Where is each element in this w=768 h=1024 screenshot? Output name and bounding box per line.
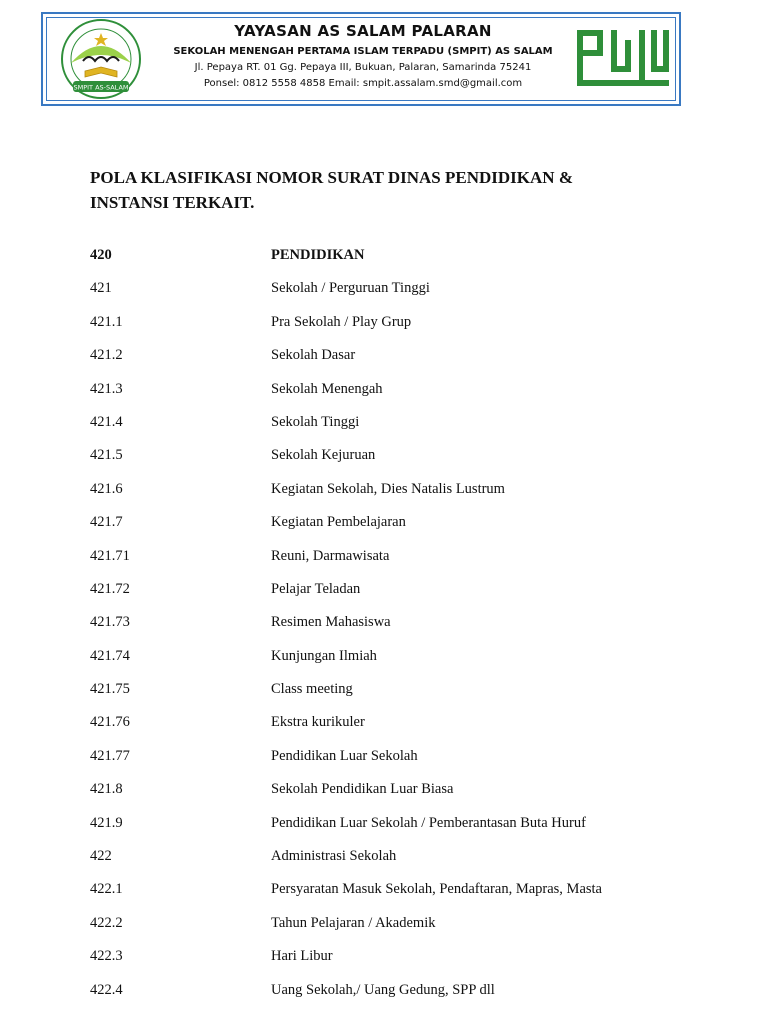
classification-row xyxy=(90,545,710,578)
classification-code: 421.3 xyxy=(90,380,123,397)
document-title-line-1: POLA KLASIFIKASI NOMOR SURAT DINAS PENDIDIKAN & xyxy=(90,168,573,187)
classification-description: Pendidikan Luar Sekolah xyxy=(271,747,418,764)
classification-code: 420 xyxy=(90,247,112,263)
seal-ribbon-text: SMPIT AS-SALAM xyxy=(73,83,129,92)
document-title xyxy=(90,165,650,215)
classification-description: Resimen Mahasiswa xyxy=(271,614,391,631)
classification-description: Reuni, Darmawisata xyxy=(271,547,390,564)
letterhead-text xyxy=(153,22,573,92)
classification-row xyxy=(90,344,710,377)
classification-code: 422.1 xyxy=(90,881,123,898)
classification-description: Pendidikan Luar Sekolah / Pemberantasan Buta Huruf xyxy=(271,814,586,831)
classification-description: PENDIDIKAN xyxy=(271,247,365,263)
classification-row xyxy=(90,645,710,678)
classification-description: Administrasi Sekolah xyxy=(271,848,397,865)
classification-description: Sekolah Kejuruan xyxy=(271,447,376,464)
classification-description: Kunjungan Ilmiah xyxy=(271,647,377,664)
classification-row xyxy=(90,812,710,845)
classification-row xyxy=(90,511,710,544)
classification-code: 421.9 xyxy=(90,814,123,831)
classification-code: 422.3 xyxy=(90,948,123,965)
classification-code: 421.77 xyxy=(90,747,130,764)
classification-description: Kegiatan Sekolah, Dies Natalis Lustrum xyxy=(271,480,505,497)
classification-description: Hari Libur xyxy=(271,948,333,965)
classification-description: Sekolah Menengah xyxy=(271,380,383,397)
classification-description: Sekolah Pendidikan Luar Biasa xyxy=(271,781,454,798)
foundation-name: YAYASAN AS SALAM PALARAN xyxy=(234,22,492,40)
classification-list xyxy=(90,244,710,1012)
letterhead xyxy=(41,12,681,106)
classification-row xyxy=(90,277,710,310)
classification-description: Sekolah / Perguruan Tinggi xyxy=(271,280,430,297)
classification-row xyxy=(90,878,710,911)
classification-description: Persyaratan Masuk Sekolah, Pendaftaran, Mapras, Masta xyxy=(271,881,602,898)
classification-code: 421.2 xyxy=(90,347,123,364)
classification-row xyxy=(90,778,710,811)
classification-description: Kegiatan Pembelajaran xyxy=(271,514,406,531)
classification-code: 421.75 xyxy=(90,681,130,698)
school-seal-icon xyxy=(49,17,153,101)
classification-row xyxy=(90,711,710,744)
classification-row xyxy=(90,979,710,1012)
classification-description: Class meeting xyxy=(271,681,353,698)
school-address: Jl. Pepaya RT. 01 Gg. Pepaya III, Bukuan, Palaran, Samarinda 75241 xyxy=(194,62,532,73)
classification-code: 421.1 xyxy=(90,313,123,330)
classification-row xyxy=(90,444,710,477)
classification-code: 421.6 xyxy=(90,480,123,497)
classification-description: Pra Sekolah / Play Grup xyxy=(271,313,412,330)
classification-code: 421.7 xyxy=(90,514,123,531)
classification-description: Uang Sekolah,/ Uang Gedung, SPP dll xyxy=(271,981,495,998)
document-title-line-2: INSTANSI TERKAIT. xyxy=(90,193,255,212)
classification-row xyxy=(90,945,710,978)
classification-row xyxy=(90,578,710,611)
classification-description: Ekstra kurikuler xyxy=(271,714,365,731)
classification-row xyxy=(90,311,710,344)
classification-row xyxy=(90,912,710,945)
classification-code: 421.76 xyxy=(90,714,130,731)
classification-row xyxy=(90,611,710,644)
classification-code: 421.72 xyxy=(90,580,130,597)
classification-row xyxy=(90,411,710,444)
classification-description: Sekolah Dasar xyxy=(271,347,356,364)
classification-row xyxy=(90,745,710,778)
classification-row xyxy=(90,478,710,511)
classification-code: 421 xyxy=(90,280,112,297)
classification-description: Pelajar Teladan xyxy=(271,580,361,597)
classification-row xyxy=(90,678,710,711)
classification-code: 422 xyxy=(90,848,112,865)
school-contact: Ponsel: 0812 5558 4858 Email: smpit.assalam.smd@gmail.com xyxy=(203,78,523,89)
classification-code: 421.71 xyxy=(90,547,130,564)
kufic-calligraphy-icon xyxy=(575,26,671,92)
classification-description: Tahun Pelajaran / Akademik xyxy=(271,914,436,931)
classification-code: 421.4 xyxy=(90,413,123,430)
classification-code: 421.74 xyxy=(90,647,130,664)
classification-row xyxy=(90,244,710,277)
classification-code: 421.73 xyxy=(90,614,130,631)
classification-description: Sekolah Tinggi xyxy=(271,413,360,430)
classification-code: 421.5 xyxy=(90,447,123,464)
classification-code: 422.4 xyxy=(90,981,123,998)
classification-row xyxy=(90,845,710,878)
classification-code: 421.8 xyxy=(90,781,123,798)
school-name: SEKOLAH MENENGAH PERTAMA ISLAM TERPADU (SMPIT) AS SALAM xyxy=(173,46,553,57)
classification-row xyxy=(90,378,710,411)
classification-code: 422.2 xyxy=(90,914,123,931)
